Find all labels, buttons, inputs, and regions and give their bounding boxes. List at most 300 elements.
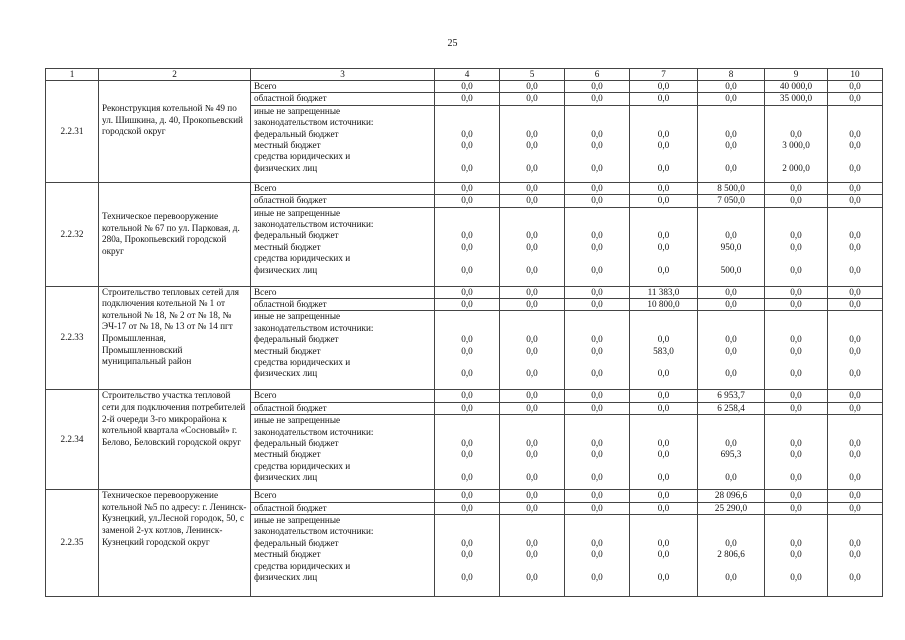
spacer [565, 151, 629, 162]
value-legal: 0,0 [790, 368, 802, 379]
value-legal: 0,0 [849, 472, 861, 483]
value-local: 0,0 [526, 139, 538, 150]
value-federal: 0,0 [657, 537, 670, 548]
value-total: 0,0 [828, 490, 883, 502]
spacer [630, 208, 697, 219]
source-other-label: местный бюджет [254, 449, 321, 460]
spacer [765, 219, 827, 230]
spacer [630, 461, 697, 472]
item-code: 2.2.35 [46, 490, 99, 597]
column-number-6: 6 [565, 69, 630, 81]
financing-table [45, 68, 883, 597]
spacer [630, 415, 697, 426]
value-local: 695,3 [720, 449, 742, 460]
source-other-labels [251, 207, 435, 286]
value-local: 0,0 [725, 139, 737, 150]
value-regional: 10 800,0 [630, 299, 698, 311]
column-number-9: 9 [765, 69, 828, 81]
value-federal: 0,0 [849, 128, 861, 139]
source-other-labels [251, 311, 435, 390]
spacer [435, 415, 499, 426]
value-stack [435, 105, 500, 182]
spacer [828, 561, 882, 572]
value-stack [630, 207, 698, 286]
value-total: 0,0 [828, 81, 883, 93]
spacer [565, 427, 629, 438]
spacer [765, 208, 827, 219]
value-total: 0,0 [565, 286, 630, 298]
spacer [828, 117, 882, 128]
value-stack [698, 311, 765, 390]
value-legal: 0,0 [591, 264, 603, 275]
spacer [698, 526, 764, 537]
spacer [765, 415, 827, 426]
value-legal: 0,0 [790, 264, 802, 275]
source-regional-label: областной бюджет [251, 93, 435, 105]
value-legal: 0,0 [591, 472, 603, 483]
spacer [765, 526, 827, 537]
source-other-label: иные не запрещенные [254, 415, 341, 426]
value-regional: 0,0 [765, 502, 828, 514]
value-stack [435, 311, 500, 390]
spacer [630, 526, 697, 537]
value-local: 0,0 [526, 449, 538, 460]
value-stack [500, 311, 565, 390]
value-federal: 0,0 [790, 128, 802, 139]
spacer [698, 219, 764, 230]
value-legal: 0,0 [526, 162, 538, 173]
spacer [500, 427, 564, 438]
value-local: 0,0 [461, 241, 473, 252]
spacer [565, 515, 629, 526]
spacer [500, 323, 564, 334]
value-federal: 0,0 [790, 438, 802, 449]
column-number-10: 10 [828, 69, 883, 81]
spacer [828, 357, 882, 368]
spacer [565, 311, 629, 322]
column-number-2: 2 [99, 69, 251, 81]
column-number-7: 7 [630, 69, 698, 81]
value-federal: 0,0 [849, 537, 861, 548]
value-total: 0,0 [500, 286, 565, 298]
item-name: Техническое перевооружение котельной №5 по адресу: г. Ленинск-Кузнецкий, ул.Лесной городок, 50, с заменой 2-ух котлов, Ленинск-Кузнецкий городской округ [99, 490, 251, 597]
spacer [630, 561, 697, 572]
spacer [500, 151, 564, 162]
value-legal: 0,0 [461, 572, 473, 583]
value-federal: 0,0 [461, 230, 473, 241]
source-other-label: иные не запрещенные [254, 207, 341, 218]
value-stack [565, 311, 630, 390]
value-regional: 0,0 [765, 195, 828, 207]
spacer [500, 208, 564, 219]
value-regional: 0,0 [765, 299, 828, 311]
value-local: 0,0 [790, 449, 802, 460]
value-local: 0,0 [591, 139, 603, 150]
value-legal: 2 000,0 [782, 162, 810, 173]
spacer [698, 311, 764, 322]
value-stack [765, 415, 828, 490]
item-name: Строительство участка тепловой сети для подключения потребителей 2-й очереди 3-го микрорайона к котельной квартала «Сосновый» г. Белово, Беловский городской округ [99, 390, 251, 490]
value-total: 0,0 [435, 490, 500, 502]
value-stack [630, 415, 698, 490]
source-other-label: физических лиц [254, 368, 318, 379]
source-other-label: средства юридических и [254, 460, 351, 471]
value-total: 0,0 [765, 390, 828, 402]
value-stack [698, 515, 765, 597]
value-federal: 0,0 [790, 230, 802, 241]
value-legal: 0,0 [790, 472, 802, 483]
source-regional-label: областной бюджет [251, 502, 435, 514]
value-legal: 0,0 [849, 162, 861, 173]
spacer [565, 253, 629, 264]
source-other-label: местный бюджет [254, 241, 321, 252]
value-total: 0,0 [435, 182, 500, 194]
spacer [765, 151, 827, 162]
value-federal: 0,0 [526, 230, 538, 241]
spacer [500, 357, 564, 368]
value-stack [500, 415, 565, 490]
value-legal: 0,0 [526, 264, 538, 275]
value-total: 28 096,6 [698, 490, 765, 502]
column-number-3: 3 [251, 69, 435, 81]
spacer [500, 219, 564, 230]
spacer [828, 515, 882, 526]
table-row [46, 390, 883, 402]
value-stack [435, 207, 500, 286]
column-number-4: 4 [435, 69, 500, 81]
value-federal: 0,0 [526, 438, 538, 449]
spacer [698, 208, 764, 219]
value-legal: 0,0 [790, 572, 802, 583]
value-legal: 0,0 [657, 572, 670, 583]
value-total: 0,0 [435, 81, 500, 93]
spacer [698, 357, 764, 368]
spacer [435, 219, 499, 230]
value-federal: 0,0 [790, 537, 802, 548]
source-other-label: местный бюджет [254, 345, 321, 356]
value-total: 0,0 [828, 390, 883, 402]
value-federal: 0,0 [849, 334, 861, 345]
source-other-label: физических лиц [254, 264, 318, 275]
value-regional: 7 050,0 [698, 195, 765, 207]
value-local: 0,0 [591, 549, 603, 560]
spacer [828, 461, 882, 472]
spacer [565, 415, 629, 426]
spacer [765, 323, 827, 334]
value-legal: 0,0 [591, 572, 603, 583]
value-regional: 0,0 [630, 402, 698, 414]
spacer [500, 415, 564, 426]
spacer [435, 106, 499, 117]
source-total-label: Всего [251, 490, 435, 502]
spacer [565, 323, 629, 334]
source-other-label: средства юридических и [254, 253, 351, 264]
value-federal: 0,0 [526, 128, 538, 139]
spacer [828, 526, 882, 537]
spacer [435, 323, 499, 334]
value-federal: 0,0 [657, 128, 670, 139]
value-total: 0,0 [500, 490, 565, 502]
value-stack [765, 311, 828, 390]
spacer [698, 323, 764, 334]
source-other-label: физических лиц [254, 572, 318, 583]
value-regional: 25 290,0 [698, 502, 765, 514]
spacer [698, 253, 764, 264]
value-stack [630, 105, 698, 182]
source-other-label: средства юридических и [254, 151, 351, 162]
value-total: 8 500,0 [698, 182, 765, 194]
value-regional: 0,0 [500, 299, 565, 311]
value-federal: 0,0 [461, 537, 473, 548]
value-federal: 0,0 [591, 438, 603, 449]
value-stack [500, 207, 565, 286]
value-legal: 0,0 [591, 162, 603, 173]
value-regional: 0,0 [565, 299, 630, 311]
value-stack [500, 515, 565, 597]
value-federal: 0,0 [849, 438, 861, 449]
value-local: 0,0 [657, 241, 670, 252]
source-total-label: Всего [251, 390, 435, 402]
spacer [500, 561, 564, 572]
value-local: 0,0 [790, 549, 802, 560]
spacer [435, 208, 499, 219]
value-total: 0,0 [828, 286, 883, 298]
value-regional: 0,0 [565, 402, 630, 414]
value-stack [630, 311, 698, 390]
value-stack [828, 415, 883, 490]
spacer [630, 253, 697, 264]
value-local: 0,0 [657, 449, 670, 460]
value-stack [698, 207, 765, 286]
value-total: 0,0 [698, 81, 765, 93]
source-regional-label: областной бюджет [251, 195, 435, 207]
column-numbers-row [46, 69, 883, 81]
spacer [765, 427, 827, 438]
spacer [565, 461, 629, 472]
source-other-label: законодательством источники: [254, 322, 374, 333]
source-other-label: иные не запрещенные [254, 515, 341, 526]
spacer [828, 151, 882, 162]
item-code: 2.2.33 [46, 286, 99, 390]
value-federal: 0,0 [526, 334, 538, 345]
spacer [765, 311, 827, 322]
value-total: 0,0 [698, 286, 765, 298]
value-regional: 0,0 [698, 93, 765, 105]
value-local: 0,0 [461, 449, 473, 460]
value-legal: 0,0 [849, 264, 861, 275]
spacer [698, 515, 764, 526]
value-local: 0,0 [849, 139, 861, 150]
item-name: Техническое перевооружение котельной № 67 по ул. Парковая, д. 280а, Прокопьевский городской округ [99, 182, 251, 286]
spacer [435, 253, 499, 264]
value-federal: 0,0 [461, 128, 473, 139]
column-number-1: 1 [46, 69, 99, 81]
value-legal: 0,0 [725, 368, 737, 379]
source-other-label: федеральный бюджет [254, 438, 339, 449]
value-legal: 0,0 [657, 368, 670, 379]
spacer [500, 526, 564, 537]
source-other-label: физических лиц [254, 472, 318, 483]
value-regional: 0,0 [630, 502, 698, 514]
value-federal: 0,0 [461, 438, 473, 449]
value-legal: 0,0 [725, 472, 737, 483]
spacer [630, 427, 697, 438]
item-code: 2.2.32 [46, 182, 99, 286]
value-legal: 0,0 [849, 368, 861, 379]
value-legal: 0,0 [657, 472, 670, 483]
value-federal: 0,0 [725, 128, 737, 139]
value-local: 0,0 [591, 241, 603, 252]
value-legal: 0,0 [591, 368, 603, 379]
value-stack [565, 415, 630, 490]
value-total: 0,0 [500, 81, 565, 93]
value-total: 0,0 [765, 286, 828, 298]
value-local: 0,0 [790, 345, 802, 356]
item-name: Реконструкция котельной № 49 по ул. Шишкина, д. 40, Прокопьевский городской округ [99, 81, 251, 183]
spacer [630, 357, 697, 368]
table-row [46, 182, 883, 194]
spacer [630, 323, 697, 334]
value-legal: 0,0 [849, 572, 861, 583]
spacer [565, 208, 629, 219]
value-federal: 0,0 [790, 334, 802, 345]
value-stack [630, 515, 698, 597]
value-total: 0,0 [500, 182, 565, 194]
spacer [565, 526, 629, 537]
value-total: 11 383,0 [630, 286, 698, 298]
value-regional: 0,0 [828, 502, 883, 514]
source-other-label: средства юридических и [254, 560, 351, 571]
source-other-label: иные не запрещенные [254, 105, 341, 116]
source-total-label: Всего [251, 286, 435, 298]
source-other-label: физических лиц [254, 162, 318, 173]
value-stack [828, 105, 883, 182]
spacer [565, 219, 629, 230]
value-local: 0,0 [591, 345, 603, 356]
value-regional: 0,0 [630, 195, 698, 207]
item-code: 2.2.31 [46, 81, 99, 183]
spacer [765, 561, 827, 572]
value-total: 0,0 [630, 81, 698, 93]
value-stack [765, 515, 828, 597]
spacer [698, 117, 764, 128]
value-federal: 0,0 [526, 537, 538, 548]
value-local: 0,0 [526, 549, 538, 560]
value-total: 0,0 [828, 182, 883, 194]
spacer [435, 357, 499, 368]
value-legal: 0,0 [725, 572, 737, 583]
value-regional: 0,0 [435, 402, 500, 414]
value-stack [565, 105, 630, 182]
value-regional: 0,0 [500, 93, 565, 105]
value-stack [565, 207, 630, 286]
value-local: 2 806,6 [717, 549, 745, 560]
value-federal: 0,0 [725, 230, 737, 241]
spacer [765, 515, 827, 526]
value-regional: 0,0 [565, 502, 630, 514]
spacer [565, 106, 629, 117]
spacer [765, 357, 827, 368]
spacer [435, 561, 499, 572]
value-legal: 0,0 [461, 368, 473, 379]
value-regional: 0,0 [435, 93, 500, 105]
spacer [435, 526, 499, 537]
value-stack [765, 105, 828, 182]
spacer [698, 461, 764, 472]
value-total: 0,0 [565, 490, 630, 502]
spacer [765, 106, 827, 117]
spacer [435, 151, 499, 162]
spacer [698, 561, 764, 572]
value-local: 3 000,0 [782, 139, 810, 150]
spacer [565, 117, 629, 128]
spacer [765, 253, 827, 264]
source-other-label: федеральный бюджет [254, 128, 339, 139]
value-legal: 0,0 [657, 264, 670, 275]
value-federal: 0,0 [725, 537, 737, 548]
value-regional: 0,0 [828, 195, 883, 207]
spacer [630, 151, 697, 162]
page-number: 25 [447, 38, 458, 49]
value-local: 583,0 [653, 345, 674, 356]
value-federal: 0,0 [657, 334, 670, 345]
value-stack [500, 105, 565, 182]
value-stack [698, 415, 765, 490]
column-number-5: 5 [500, 69, 565, 81]
value-total: 0,0 [630, 390, 698, 402]
value-stack [565, 515, 630, 597]
value-local: 0,0 [849, 241, 861, 252]
column-number-8: 8 [698, 69, 765, 81]
value-legal: 0,0 [461, 472, 473, 483]
spacer [435, 117, 499, 128]
value-local: 0,0 [526, 241, 538, 252]
source-total-label: Всего [251, 81, 435, 93]
value-local: 0,0 [849, 345, 861, 356]
value-federal: 0,0 [657, 230, 670, 241]
value-regional: 0,0 [698, 299, 765, 311]
value-regional: 0,0 [500, 502, 565, 514]
source-other-labels [251, 415, 435, 490]
value-regional: 0,0 [828, 93, 883, 105]
spacer [500, 311, 564, 322]
value-stack [435, 515, 500, 597]
spacer [828, 323, 882, 334]
spacer [828, 208, 882, 219]
value-total: 0,0 [630, 182, 698, 194]
value-regional: 0,0 [565, 195, 630, 207]
source-other-label: средства юридических и [254, 357, 351, 367]
value-regional: 0,0 [828, 402, 883, 414]
value-total: 0,0 [765, 182, 828, 194]
table-row [46, 286, 883, 298]
spacer [828, 311, 882, 322]
spacer [435, 311, 499, 322]
value-legal: 0,0 [725, 162, 737, 173]
value-regional: 0,0 [828, 299, 883, 311]
source-other-label: иные не запрещенные [254, 311, 341, 322]
value-total: 6 953,7 [698, 390, 765, 402]
source-other-labels [251, 105, 435, 182]
value-federal: 0,0 [591, 334, 603, 345]
value-local: 0,0 [461, 549, 473, 560]
spacer [435, 515, 499, 526]
value-regional: 0,0 [565, 93, 630, 105]
value-federal: 0,0 [725, 334, 737, 345]
spacer [500, 461, 564, 472]
value-local: 950,0 [720, 241, 742, 252]
value-federal: 0,0 [657, 438, 670, 449]
